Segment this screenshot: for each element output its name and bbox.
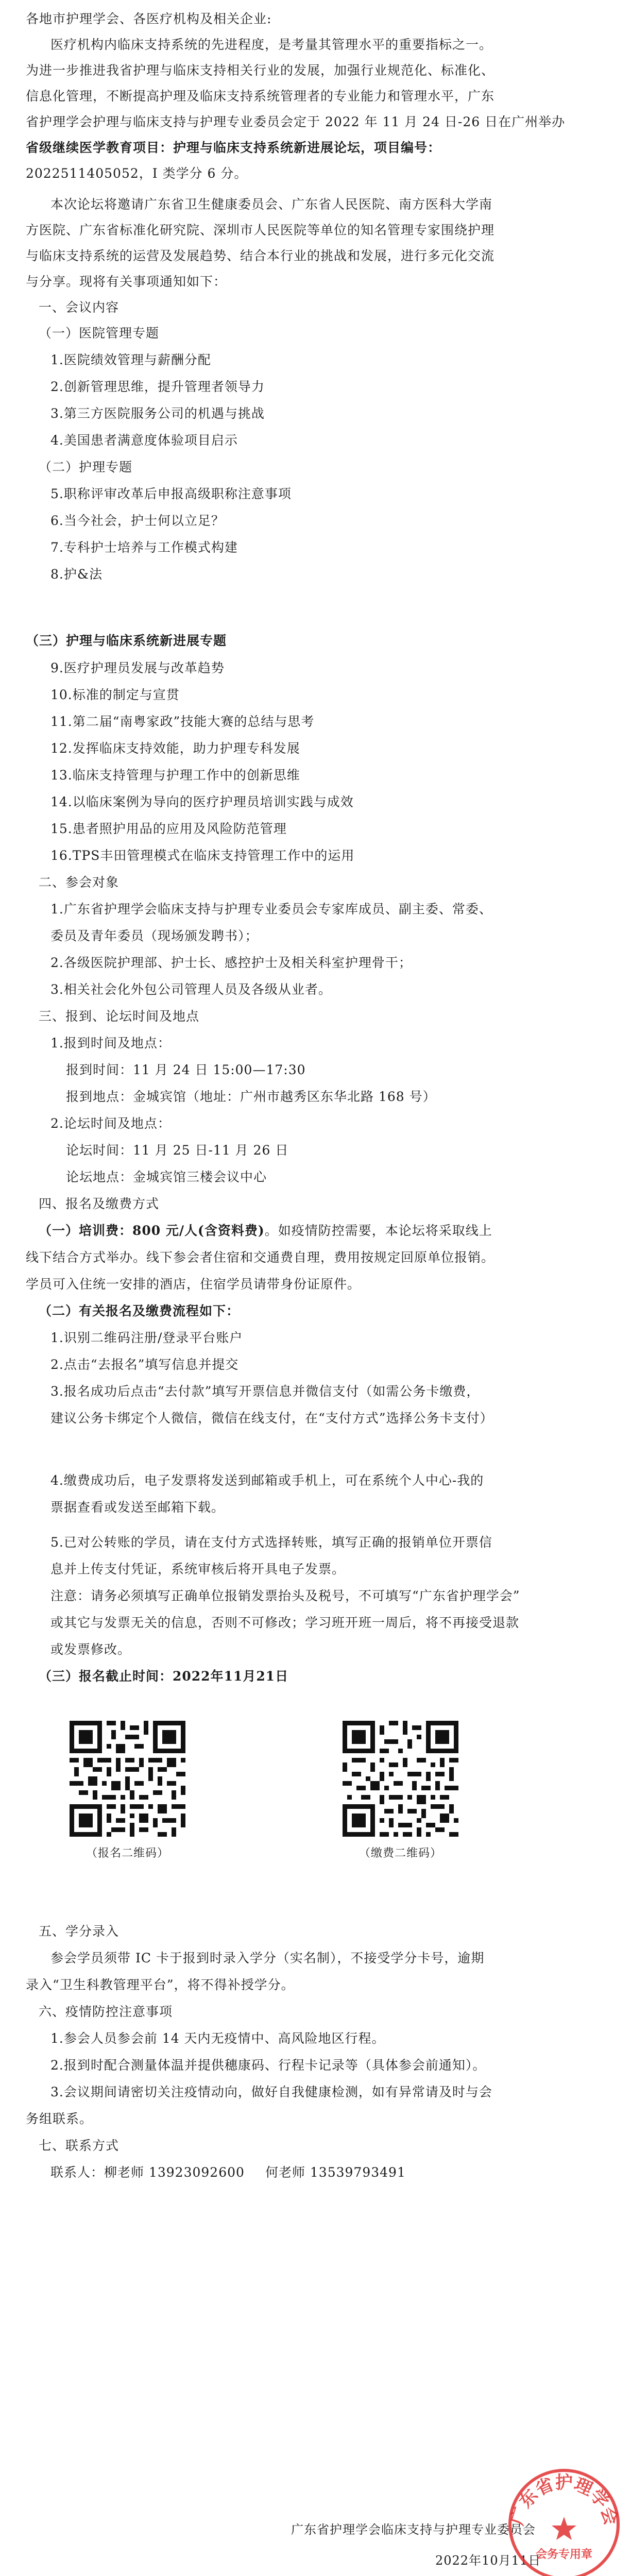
list-item: 8.护&法 xyxy=(50,567,103,582)
registration-qr[interactable] xyxy=(70,1721,185,1860)
intro-line: 与分享。现将有关事项通知如下： xyxy=(26,274,227,289)
fee-text: 。如疫情防控需要，本论坛将采取线上 xyxy=(264,1223,492,1238)
section-heading: 五、学分录入 xyxy=(39,1924,120,1939)
qr-code-icon xyxy=(343,1721,458,1837)
signature-date: 2022年10月11日 xyxy=(435,2553,541,2568)
list-item: 5.职称评审改革后申报高级职称注意事项 xyxy=(50,486,292,501)
list-item: 7.专科护士培养与工作模式构建 xyxy=(50,540,238,555)
intro-line: 省护理学会护理与临床支持与护理专业委员会定于 2022 年 11 月 24 日-26 日在广州举办 xyxy=(26,114,566,129)
reg-place: 报到地点：金城宾馆（地址：广州市越秀区东华北路 168 号） xyxy=(66,1089,436,1104)
forum-place: 论坛地点：金城宾馆三楼会议中心 xyxy=(66,1170,267,1184)
track-title: （二）护理专题 xyxy=(39,460,133,474)
section-heading: 三、报到、论坛时间及地点 xyxy=(39,1009,200,1024)
list-item: 4.美国患者满意度体验项目启示 xyxy=(50,433,238,448)
qr-code-icon xyxy=(70,1721,185,1837)
contact-1: 柳老师 13923092600 xyxy=(104,2165,245,2180)
list-item: 11.第二届“南粤家政”技能大赛的总结与思考 xyxy=(50,714,315,729)
flow-item: 3.报名成功后点击“去付款”填写开票信息并微信支付（如需公务卡缴费， xyxy=(50,1384,480,1399)
list-item: 1.广东省护理学会临床支持与护理专业委员会专家库成员、副主委、常委、 xyxy=(50,902,492,917)
covid-line: 务组联系。 xyxy=(26,2111,93,2126)
salutation: 各地市护理学会、各医疗机构及相关企业: xyxy=(26,11,272,26)
note-line: 注意：请务必须填写正确单位报销发票抬头及税号，不可填写“广东省护理学会” xyxy=(50,1588,520,1603)
note-line: 5.已对公转账的学员，请在支付方式选择转账，填写正确的报销单位开票信 xyxy=(50,1535,492,1550)
fee-text-line: 线下结合方式举办。线下参会者住宿和交通费自理，费用按规定回原单位报销。 xyxy=(26,1250,495,1265)
signature-org: 广东省护理学会临床支持与护理专业委员会 xyxy=(291,2522,536,2537)
section-heading: 二、参会对象 xyxy=(39,875,120,890)
stamp-arc-text: 广东省护理学会 xyxy=(506,2472,622,2528)
reg-time: 报到时间：11 月 24 日 15:00—17:30 xyxy=(66,1062,306,1077)
covid-line: 3.会议期间请密切关注疫情动向，做好自我健康检测，如有异常请及时与会 xyxy=(50,2084,492,2099)
flow-item: 2.点击“去报名”填写信息并提交 xyxy=(50,1357,239,1372)
reg-title: 1.报到时间及地点： xyxy=(50,1036,171,1050)
section-heading: 一、会议内容 xyxy=(39,300,120,315)
list-item: 10.标准的制定与宣贯 xyxy=(50,687,180,702)
fee-title: （一）培训费：800 元/人(含资料费) xyxy=(39,1223,265,1238)
note-line: 票据查看或发送至邮箱下载。 xyxy=(50,1500,225,1515)
list-item: 3.第三方医院服务公司的机遇与挑战 xyxy=(50,406,265,421)
fee-line xyxy=(39,1221,492,1241)
intro-line: 与临床支持系统的运营及发展趋势、结合本行业的挑战和发展，进行多元化交流 xyxy=(26,248,495,263)
list-item: 9.医疗护理员发展与改革趋势 xyxy=(50,660,225,675)
note-line: 或其它与发票无关的信息，否则不可修改；学习班开班一周后，将不再接受退款 xyxy=(50,1615,520,1630)
section-heading: 七、联系方式 xyxy=(39,2138,120,2153)
intro-line: 医疗机构内临床支持系统的先进程度，是考量其管理水平的重要指标之一。 xyxy=(50,37,493,52)
intro-line: 为进一步推进我省护理与临床支持相关行业的发展，加强行业规范化、标准化、 xyxy=(26,63,495,78)
list-item: 12.发挥临床支持效能，助力护理专科发展 xyxy=(50,741,300,756)
list-item: 15.患者照护用品的应用及风险防范管理 xyxy=(50,821,287,836)
intro-line: 信息化管理，不断提高护理及临床支持系统管理者的专业能力和管理水平，广东 xyxy=(26,89,495,104)
credit-line: 录入“卫生科教管理平台”，将不得补授学分。 xyxy=(26,1977,295,1992)
list-item: 6.当今社会，护士何以立足？ xyxy=(50,513,225,528)
forum-title: 2.论坛时间及地点： xyxy=(50,1116,171,1131)
official-stamp xyxy=(502,2463,626,2576)
forum-time: 论坛时间：11 月 25 日-11 月 26 日 xyxy=(66,1143,289,1158)
fee-text-line: 学员可入住统一安排的酒店，住宿学员请带身份证原件。 xyxy=(26,1277,361,1292)
flow-item: 1.识别二维码注册/登录平台账户 xyxy=(50,1330,243,1345)
section-heading: 四、报名及缴费方式 xyxy=(39,1196,160,1211)
intro-line: 方医院、广东省标准化研究院、深圳市人民医院等单位的知名管理专家围绕护理 xyxy=(26,223,495,238)
list-item: 1.医院绩效管理与薪酬分配 xyxy=(50,352,211,367)
list-item: 2.各级医院护理部、护士长、感控护士及相关科室护理骨干； xyxy=(50,955,412,970)
stamp-sub: 会务专用章 xyxy=(535,2548,593,2561)
qr-reg-label: （报名二维码） xyxy=(86,1847,169,1860)
list-item: 3.相关社会化外包公司管理人员及各级从业者。 xyxy=(50,982,332,997)
payment-qr[interactable] xyxy=(343,1721,458,1860)
note-line: 息并上传支付凭证，系统审核后将开具电子发票。 xyxy=(50,1562,346,1577)
qr-pay-label: （缴费二维码） xyxy=(359,1847,442,1860)
track-title: （三）护理与临床系统新进展专题 xyxy=(26,633,227,648)
list-item: 13.临床支持管理与护理工作中的创新思维 xyxy=(50,768,300,783)
track-title: （一）医院管理专题 xyxy=(39,326,160,341)
covid-line: 1.参会人员参会前 14 天内无疫情中、高风险地区行程。 xyxy=(50,2031,385,2046)
credit-line: 参会学员须带 IC 卡于报到时录入学分（实名制），不接受学分卡号，逾期 xyxy=(50,1951,485,1965)
intro-line: 本次论坛将邀请广东省卫生健康委员会、广东省人民医院、南方医科大学南 xyxy=(50,197,493,212)
contact-line xyxy=(50,2163,406,2182)
flow-title: （二）有关报名及缴费流程如下： xyxy=(39,1303,240,1318)
contact-label: 联系人： xyxy=(50,2165,105,2180)
contact-2: 何老师 13539793491 xyxy=(265,2165,406,2180)
list-item: 委员及青年委员（现场颁发聘书）； xyxy=(50,928,259,943)
flow-item: 建议公务卡绑定个人微信，微信在线支付，在“支付方式”选择公务卡支付） xyxy=(50,1411,493,1426)
list-item: 14.以临床案例为导向的医疗护理员培训实践与成效 xyxy=(50,794,354,809)
covid-line: 2.报到时配合测量体温并提供穗康码、行程卡记录等（具体参会前通知）。 xyxy=(50,2058,486,2073)
deadline: （三）报名截止时间：2022年11月21日 xyxy=(39,1669,289,1684)
list-item: 16.TPS丰田管理模式在临床支持管理工作中的运用 xyxy=(50,848,355,863)
star-icon xyxy=(552,2517,576,2540)
intro-line: 2022511405052，I 类学分 6 分。 xyxy=(26,166,248,181)
intro-line: 省级继续医学教育项目：护理与临床支持系统新进展论坛，项目编号： xyxy=(26,140,441,155)
section-heading: 六、疫情防控注意事项 xyxy=(39,2004,173,2019)
list-item: 2.创新管理思维，提升管理者领导力 xyxy=(50,379,265,394)
note-line: 4.缴费成功后，电子发票将发送到邮箱或手机上，可在系统个人中心-我的 xyxy=(50,1473,484,1488)
note-line: 或发票修改。 xyxy=(50,1642,131,1657)
